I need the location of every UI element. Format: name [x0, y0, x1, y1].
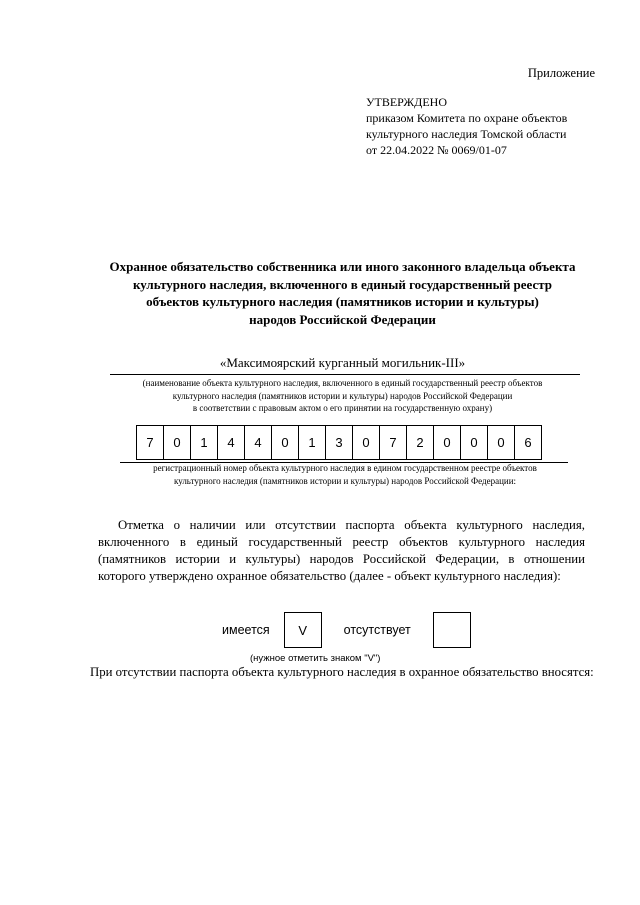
object-name: «Максимоярский курганный могильник-III»: [219, 355, 466, 370]
order-line: приказом Комитета по охране объектов: [366, 111, 568, 125]
absent-passport-paragraph: При отсутствии паспорта объекта культурного наследия в охранное обязательство вносятся:: [90, 665, 594, 679]
registration-digit: 0: [433, 425, 461, 460]
registration-digit: 2: [406, 425, 434, 460]
registration-digit: 6: [514, 425, 542, 460]
registration-digit: 7: [379, 425, 407, 460]
object-name-underline: [110, 374, 580, 375]
caption-line: в соответствии с правовым актом о его принятии на государственную охрану): [192, 403, 493, 413]
object-name-caption: [90, 377, 595, 415]
passport-mark-row: [222, 612, 471, 648]
order-line: культурного наследия Томской области: [366, 127, 567, 141]
registration-digit: 4: [244, 425, 272, 460]
registration-number-boxes: [136, 425, 541, 460]
registration-digit: 3: [325, 425, 353, 460]
caption-line: регистрационный номер объекта культурного наследия в едином государственном реестре объектов: [153, 463, 537, 473]
registration-digit: 4: [217, 425, 245, 460]
passport-paragraph: Отметка о наличии или отсутствии паспорта объекта культурного наследия, включенного в единый государственный реестр объектов культурного наследия (памятников истории и культуры) народов Российской Федерации, в отношении которого утверждено охранное обязательство (далее - объект культурного наследия):: [98, 518, 585, 583]
order-line: от 22.04.2022 № 0069/01-07: [366, 143, 507, 157]
mark-caption: (нужное отметить знаком "V"): [250, 653, 381, 664]
title-line: народов Российской Федерации: [249, 311, 436, 327]
registration-digit: 7: [136, 425, 164, 460]
title-line: объектов культурного наследия (памятников истории и культуры): [146, 294, 539, 309]
approved-heading: УТВЕРЖДЕНО: [366, 95, 448, 109]
has-passport-checkbox[interactable]: V: [284, 612, 322, 648]
registration-digit: 0: [460, 425, 488, 460]
registration-digit: 0: [352, 425, 380, 460]
registration-caption: [95, 462, 595, 487]
registration-digit: 0: [271, 425, 299, 460]
appendix-label: Приложение: [527, 66, 595, 80]
document-title: [70, 258, 615, 328]
approval-block: [366, 94, 567, 158]
no-passport-label: отсутствует: [343, 623, 411, 637]
has-passport-label: имеется: [222, 623, 270, 637]
caption-line: (наименование объекта культурного наследия, включенного в единый государственный реестр объектов: [142, 378, 543, 388]
registration-digit: 0: [163, 425, 191, 460]
caption-line: культурного наследия (памятников истории и культуры) народов Российской Федерации:: [173, 475, 517, 486]
registration-digit: 1: [298, 425, 326, 460]
registration-digit: 0: [487, 425, 515, 460]
caption-line: культурного наследия (памятников истории и культуры) народов Российской Федерации: [172, 390, 513, 401]
registration-digit: 1: [190, 425, 218, 460]
title-line: Охранное обязательство собственника или иного законного владельца объекта: [109, 259, 576, 274]
no-passport-checkbox[interactable]: [433, 612, 471, 648]
title-line: культурного наследия, включенного в единый государственный реестр: [132, 276, 553, 292]
